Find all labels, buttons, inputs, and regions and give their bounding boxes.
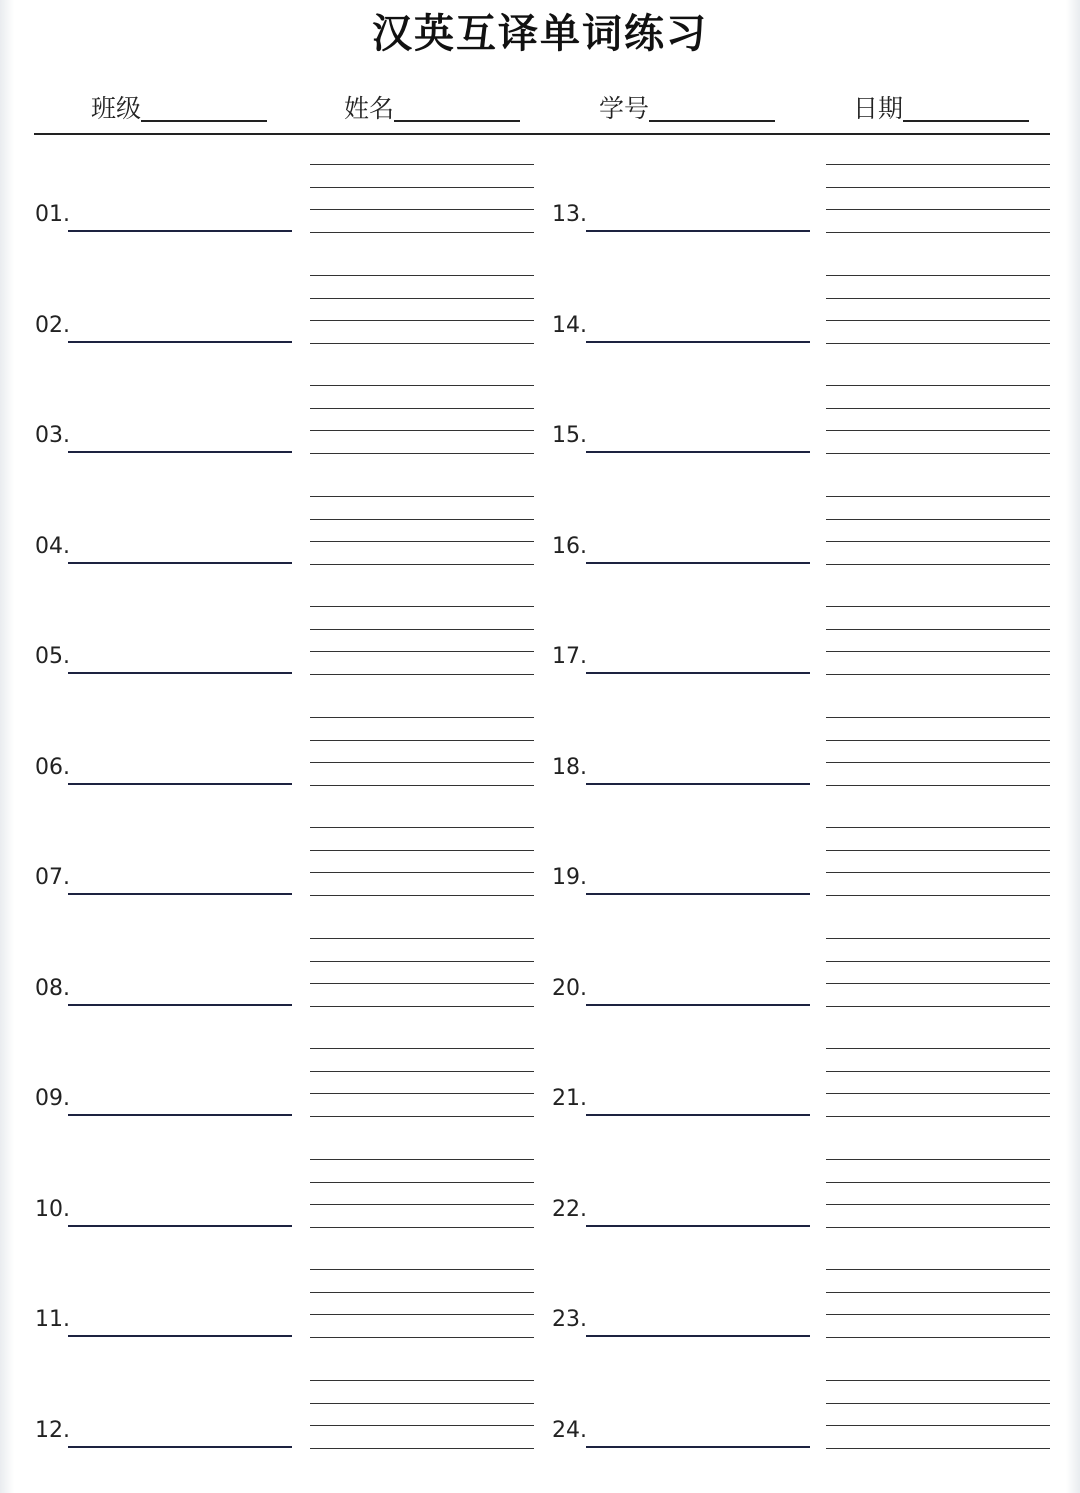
practice-lines[interactable] (310, 717, 534, 789)
page-right-edge (1066, 0, 1080, 1493)
item-number: 21. (552, 1086, 587, 1111)
practice-line (826, 785, 1050, 786)
item-row (552, 1408, 810, 1448)
student-id-label: 学号 (599, 94, 650, 123)
practice-line (826, 1048, 1050, 1049)
practice-line (826, 606, 1050, 607)
item-number: 10. (35, 1196, 70, 1222)
practice-lines[interactable] (826, 1048, 1050, 1120)
answer-blank[interactable] (68, 1335, 292, 1337)
answer-blank[interactable] (68, 1446, 292, 1448)
header-divider (34, 133, 1050, 135)
practice-line (826, 343, 1050, 344)
practice-line (826, 1116, 1050, 1117)
item-number: 08. (35, 975, 70, 1001)
item-row (35, 1408, 292, 1448)
practice-line (310, 1159, 534, 1160)
practice-line (826, 651, 1050, 652)
class-label: 班级 (91, 94, 142, 123)
practice-line (826, 1314, 1050, 1315)
item-row (35, 413, 292, 453)
practice-line (310, 1048, 534, 1049)
date-field[interactable] (853, 88, 1029, 124)
practice-lines[interactable] (310, 1048, 534, 1120)
practice-line (310, 983, 534, 984)
practice-lines[interactable] (826, 385, 1050, 457)
practice-line (310, 496, 534, 497)
student-id-field[interactable] (599, 88, 775, 124)
answer-blank[interactable] (586, 1446, 810, 1448)
practice-line (310, 1182, 534, 1183)
item-row (35, 855, 292, 895)
practice-line (826, 740, 1050, 741)
practice-line (310, 606, 534, 607)
practice-lines[interactable] (826, 1269, 1050, 1341)
practice-line (826, 1159, 1050, 1160)
item-row (552, 855, 810, 895)
practice-line (310, 519, 534, 520)
practice-line (826, 453, 1050, 454)
item-row (552, 634, 810, 674)
item-number: 20. (552, 975, 587, 1001)
practice-line (310, 1116, 534, 1117)
practice-line (826, 827, 1050, 828)
practice-line (310, 1403, 534, 1404)
practice-lines[interactable] (310, 827, 534, 899)
item-number: 14. (552, 312, 587, 338)
practice-line (310, 275, 534, 276)
item-row (552, 413, 810, 453)
practice-line (310, 1269, 534, 1270)
answer-blank[interactable] (68, 451, 292, 453)
practice-line (310, 564, 534, 565)
practice-line (826, 895, 1050, 896)
practice-lines[interactable] (310, 1380, 534, 1452)
practice-lines[interactable] (310, 496, 534, 568)
practice-line (826, 629, 1050, 630)
date-label: 日期 (853, 94, 904, 123)
answer-blank[interactable] (586, 562, 810, 564)
practice-line (826, 1093, 1050, 1094)
answer-blank[interactable] (68, 672, 292, 674)
practice-line (826, 1204, 1050, 1205)
item-row (552, 966, 810, 1006)
practice-line (826, 961, 1050, 962)
practice-lines[interactable] (310, 1159, 534, 1231)
practice-lines[interactable] (826, 496, 1050, 568)
practice-line (826, 298, 1050, 299)
practice-line (826, 187, 1050, 188)
item-number: 19. (552, 865, 587, 890)
answer-blank[interactable] (68, 893, 292, 895)
practice-line (826, 430, 1050, 431)
practice-lines[interactable] (310, 1269, 534, 1341)
practice-line (826, 564, 1050, 565)
page-title: 汉英互译单词练习 (372, 11, 708, 57)
item-number: 01. (35, 202, 70, 227)
practice-line (310, 762, 534, 763)
item-number: 17. (552, 644, 587, 669)
practice-lines[interactable] (826, 275, 1050, 347)
answer-blank[interactable] (586, 1004, 810, 1006)
item-row (35, 524, 292, 564)
practice-line (826, 385, 1050, 386)
answer-blank[interactable] (586, 341, 810, 343)
practice-line (826, 1292, 1050, 1293)
practice-line (826, 232, 1050, 233)
practice-line (826, 983, 1050, 984)
practice-line (310, 938, 534, 939)
practice-line (310, 1380, 534, 1381)
item-number: 06. (35, 754, 70, 780)
practice-line (310, 343, 534, 344)
practice-lines[interactable] (826, 827, 1050, 899)
practice-line (310, 1093, 534, 1094)
item-number: 02. (35, 312, 70, 338)
practice-line (826, 164, 1050, 165)
item-number: 04. (35, 533, 70, 559)
item-number: 18. (552, 754, 587, 780)
item-number: 12. (35, 1417, 70, 1443)
practice-line (310, 453, 534, 454)
practice-line (826, 1071, 1050, 1072)
practice-line (310, 430, 534, 431)
practice-lines[interactable] (310, 606, 534, 678)
practice-line (310, 961, 534, 962)
practice-line (310, 1204, 534, 1205)
practice-line (310, 1292, 534, 1293)
item-row (35, 192, 292, 232)
practice-lines[interactable] (310, 938, 534, 1010)
answer-blank[interactable] (68, 1114, 292, 1116)
answer-blank[interactable] (68, 341, 292, 343)
answer-blank[interactable] (586, 672, 810, 674)
practice-lines[interactable] (826, 717, 1050, 789)
item-row (35, 1076, 292, 1116)
practice-line (826, 519, 1050, 520)
practice-line (826, 1337, 1050, 1338)
practice-line (826, 1425, 1050, 1426)
item-number: 24. (552, 1417, 587, 1443)
item-row (35, 745, 292, 785)
practice-line (310, 651, 534, 652)
practice-line (310, 674, 534, 675)
practice-line (826, 209, 1050, 210)
item-number: 22. (552, 1196, 587, 1222)
item-row (35, 966, 292, 1006)
item-row (552, 1076, 810, 1116)
item-number: 03. (35, 423, 70, 448)
practice-line (826, 320, 1050, 321)
practice-line (826, 496, 1050, 497)
answer-blank[interactable] (586, 893, 810, 895)
answer-blank[interactable] (586, 230, 810, 232)
practice-line (826, 1006, 1050, 1007)
answer-blank[interactable] (586, 783, 810, 785)
item-number: 15. (552, 423, 587, 448)
item-row (552, 303, 810, 343)
practice-line (310, 1425, 534, 1426)
page-left-edge (0, 0, 14, 1493)
practice-line (310, 1071, 534, 1072)
answer-blank[interactable] (586, 1114, 810, 1116)
item-row (35, 303, 292, 343)
practice-line (310, 320, 534, 321)
item-row (552, 745, 810, 785)
practice-line (826, 1182, 1050, 1183)
practice-lines[interactable] (310, 275, 534, 347)
class-blank[interactable] (141, 120, 267, 122)
practice-line (310, 232, 534, 233)
answer-blank[interactable] (586, 1335, 810, 1337)
date-blank[interactable] (903, 120, 1029, 122)
practice-line (826, 275, 1050, 276)
practice-line (826, 1403, 1050, 1404)
practice-line (826, 1380, 1050, 1381)
practice-line (826, 674, 1050, 675)
item-number: 05. (35, 644, 70, 669)
answer-blank[interactable] (586, 451, 810, 453)
item-number: 13. (552, 202, 587, 227)
answer-blank[interactable] (68, 1004, 292, 1006)
practice-lines[interactable] (826, 938, 1050, 1010)
practice-line (310, 717, 534, 718)
practice-line (310, 740, 534, 741)
practice-line (826, 1448, 1050, 1449)
item-number: 16. (552, 533, 587, 559)
practice-line (826, 408, 1050, 409)
item-row (552, 1187, 810, 1227)
practice-line (310, 209, 534, 210)
item-row (35, 1187, 292, 1227)
practice-line (310, 872, 534, 873)
practice-line (310, 298, 534, 299)
practice-lines[interactable] (310, 385, 534, 457)
name-field[interactable] (344, 88, 520, 124)
answer-blank[interactable] (68, 1225, 292, 1227)
practice-line (310, 385, 534, 386)
practice-line (310, 1227, 534, 1228)
item-row (35, 634, 292, 674)
item-row (35, 1297, 292, 1337)
answer-blank[interactable] (68, 230, 292, 232)
practice-line (310, 164, 534, 165)
item-number: 09. (35, 1086, 70, 1111)
practice-lines[interactable] (826, 1380, 1050, 1452)
item-row (552, 192, 810, 232)
practice-lines[interactable] (826, 606, 1050, 678)
practice-line (310, 895, 534, 896)
practice-lines[interactable] (826, 164, 1050, 236)
practice-line (310, 408, 534, 409)
practice-line (310, 1314, 534, 1315)
practice-line (826, 541, 1050, 542)
name-blank[interactable] (394, 120, 520, 122)
item-number: 07. (35, 865, 70, 890)
practice-line (310, 1337, 534, 1338)
practice-line (310, 1448, 534, 1449)
practice-line (310, 785, 534, 786)
practice-line (310, 827, 534, 828)
practice-line (310, 1006, 534, 1007)
practice-line (310, 850, 534, 851)
practice-line (826, 762, 1050, 763)
practice-line (826, 1269, 1050, 1270)
item-number: 23. (552, 1307, 587, 1332)
student-id-blank[interactable] (649, 120, 775, 122)
practice-line (826, 938, 1050, 939)
item-row (552, 524, 810, 564)
practice-line (826, 850, 1050, 851)
practice-line (310, 629, 534, 630)
practice-line (310, 187, 534, 188)
practice-line (310, 541, 534, 542)
answer-blank[interactable] (586, 1225, 810, 1227)
class-field[interactable] (91, 88, 267, 124)
item-number: 11. (35, 1307, 70, 1332)
name-label: 姓名 (344, 94, 395, 123)
practice-lines[interactable] (310, 164, 534, 236)
practice-lines[interactable] (826, 1159, 1050, 1231)
answer-blank[interactable] (68, 562, 292, 564)
practice-line (826, 717, 1050, 718)
answer-blank[interactable] (68, 783, 292, 785)
practice-line (826, 1227, 1050, 1228)
practice-line (826, 872, 1050, 873)
item-row (552, 1297, 810, 1337)
